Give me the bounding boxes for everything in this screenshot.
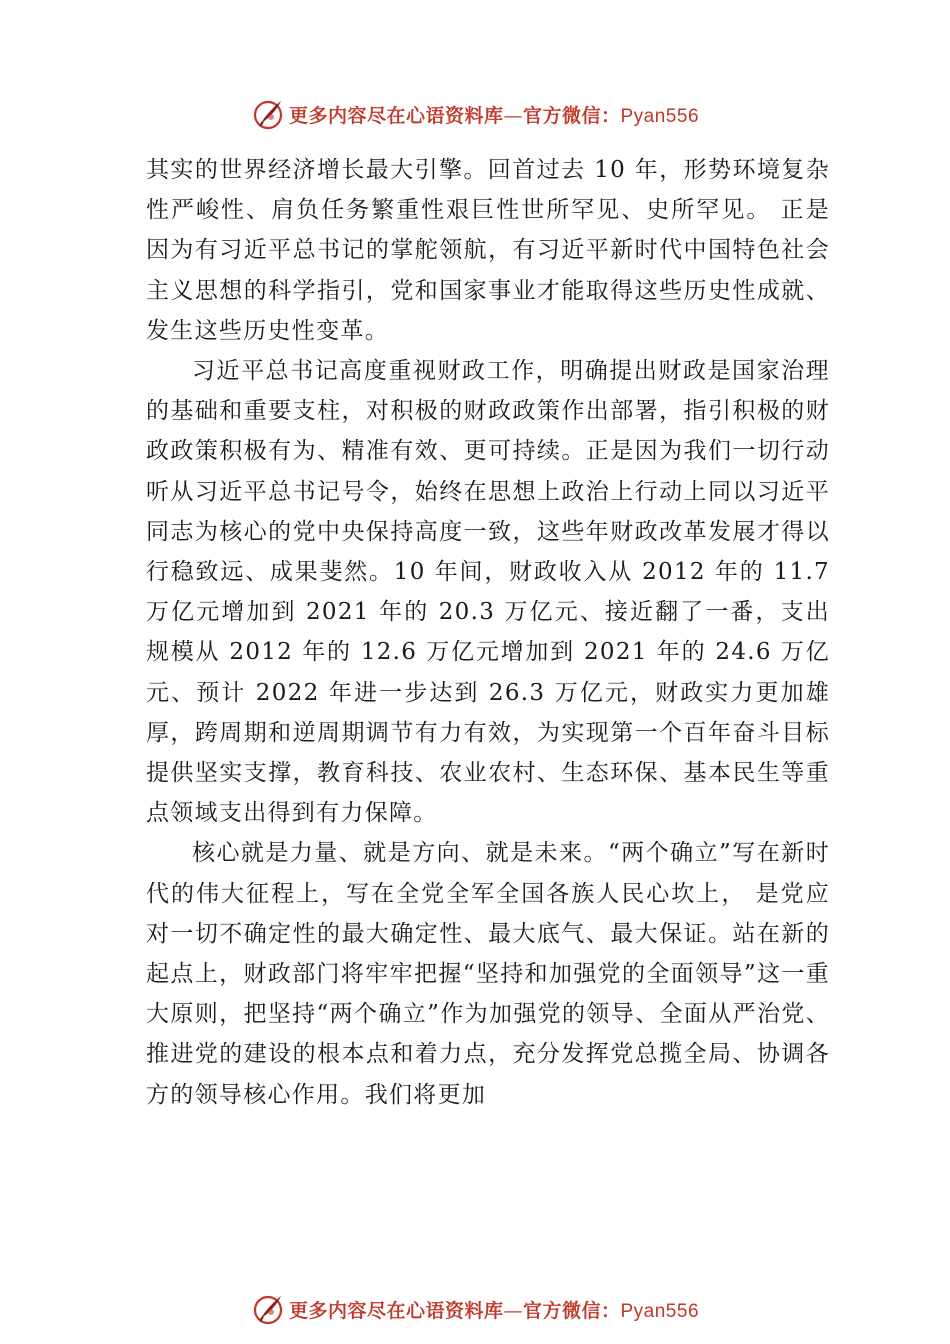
header-banner bbox=[0, 94, 950, 134]
footer-official-label: 官方微信： bbox=[522, 1299, 621, 1322]
header-wechat-id: Pyan556 bbox=[620, 105, 700, 127]
footer-wechat-id: Pyan556 bbox=[620, 1300, 700, 1322]
paragraph-1: 其实的世界经济增长最大引擎。回首过去 10 年，形势环境复杂性严峻性、肩负任务繁重性艰巨性世所罕见、史所罕见。 正是因为有习近平总书记的掌舵领航，有习近平新时代中国特色社会主义思想的科学指引，党和国家事业才能取得这些历史性成就、发生这些历史性变革。 bbox=[146, 157, 830, 344]
footer-separator: — bbox=[503, 1299, 523, 1322]
header-banner-text bbox=[289, 101, 699, 128]
header-official-label: 官方微信： bbox=[522, 104, 621, 127]
header-site-text: 更多内容尽在心语资料库 bbox=[288, 104, 504, 127]
footer-site-text: 更多内容尽在心语资料库 bbox=[288, 1299, 504, 1322]
footer-banner-text bbox=[289, 1296, 699, 1323]
paragraph-3: 核心就是力量、就是方向、就是未来。“两个确立”写在新时代的伟大征程上，写在全党全军全国各族人民心坎上， 是党应对一切不确定性的最大确定性、最大底气、最大保证。站在新的起点上，财政部门将牢牢把握“坚持和加强党的全面领导”这一重大原则，把坚持“两个确立”作为加强党的领导、全面从严治党、推进党的建设的根本点和着力点，充分发挥党总揽全局、协调各方的领导核心作用。我们将更加 bbox=[146, 840, 830, 1108]
header-separator: — bbox=[503, 104, 523, 127]
quill-logo-icon bbox=[251, 97, 285, 131]
paragraph-2: 习近平总书记高度重视财政工作，明确提出财政是国家治理的基础和重要支柱，对积极的财政政策作出部署，指引积极的财政政策积极有为、精准有效、更可持续。正是因为我们一切行动听从习近平总书记号令，始终在思想上政治上行动上同以习近平同志为核心的党中央保持高度一致，这些年财政改革发展才得以行稳致远、成果斐然。10 年间，财政收入从 2012 年的 11.7 万亿元增加到 2021 年的 20.3 万亿元、接近翻了一番，支出规模从 2012 年的 12.6 万亿元增加到 2021 年的 24.6 万亿元、预计 2022 年进一步达到 26.3 万亿元，财政实力更加雄厚，跨周期和逆周期调节有力有效，为实现第一个百年奋斗目标提供坚实支撑，教育科技、农业农村、生态环保、基本民生等重点领域支出得到有力保障。 bbox=[146, 358, 830, 827]
footer-banner bbox=[0, 1289, 950, 1329]
quill-logo-icon bbox=[251, 1292, 285, 1326]
document-body bbox=[146, 150, 830, 1115]
